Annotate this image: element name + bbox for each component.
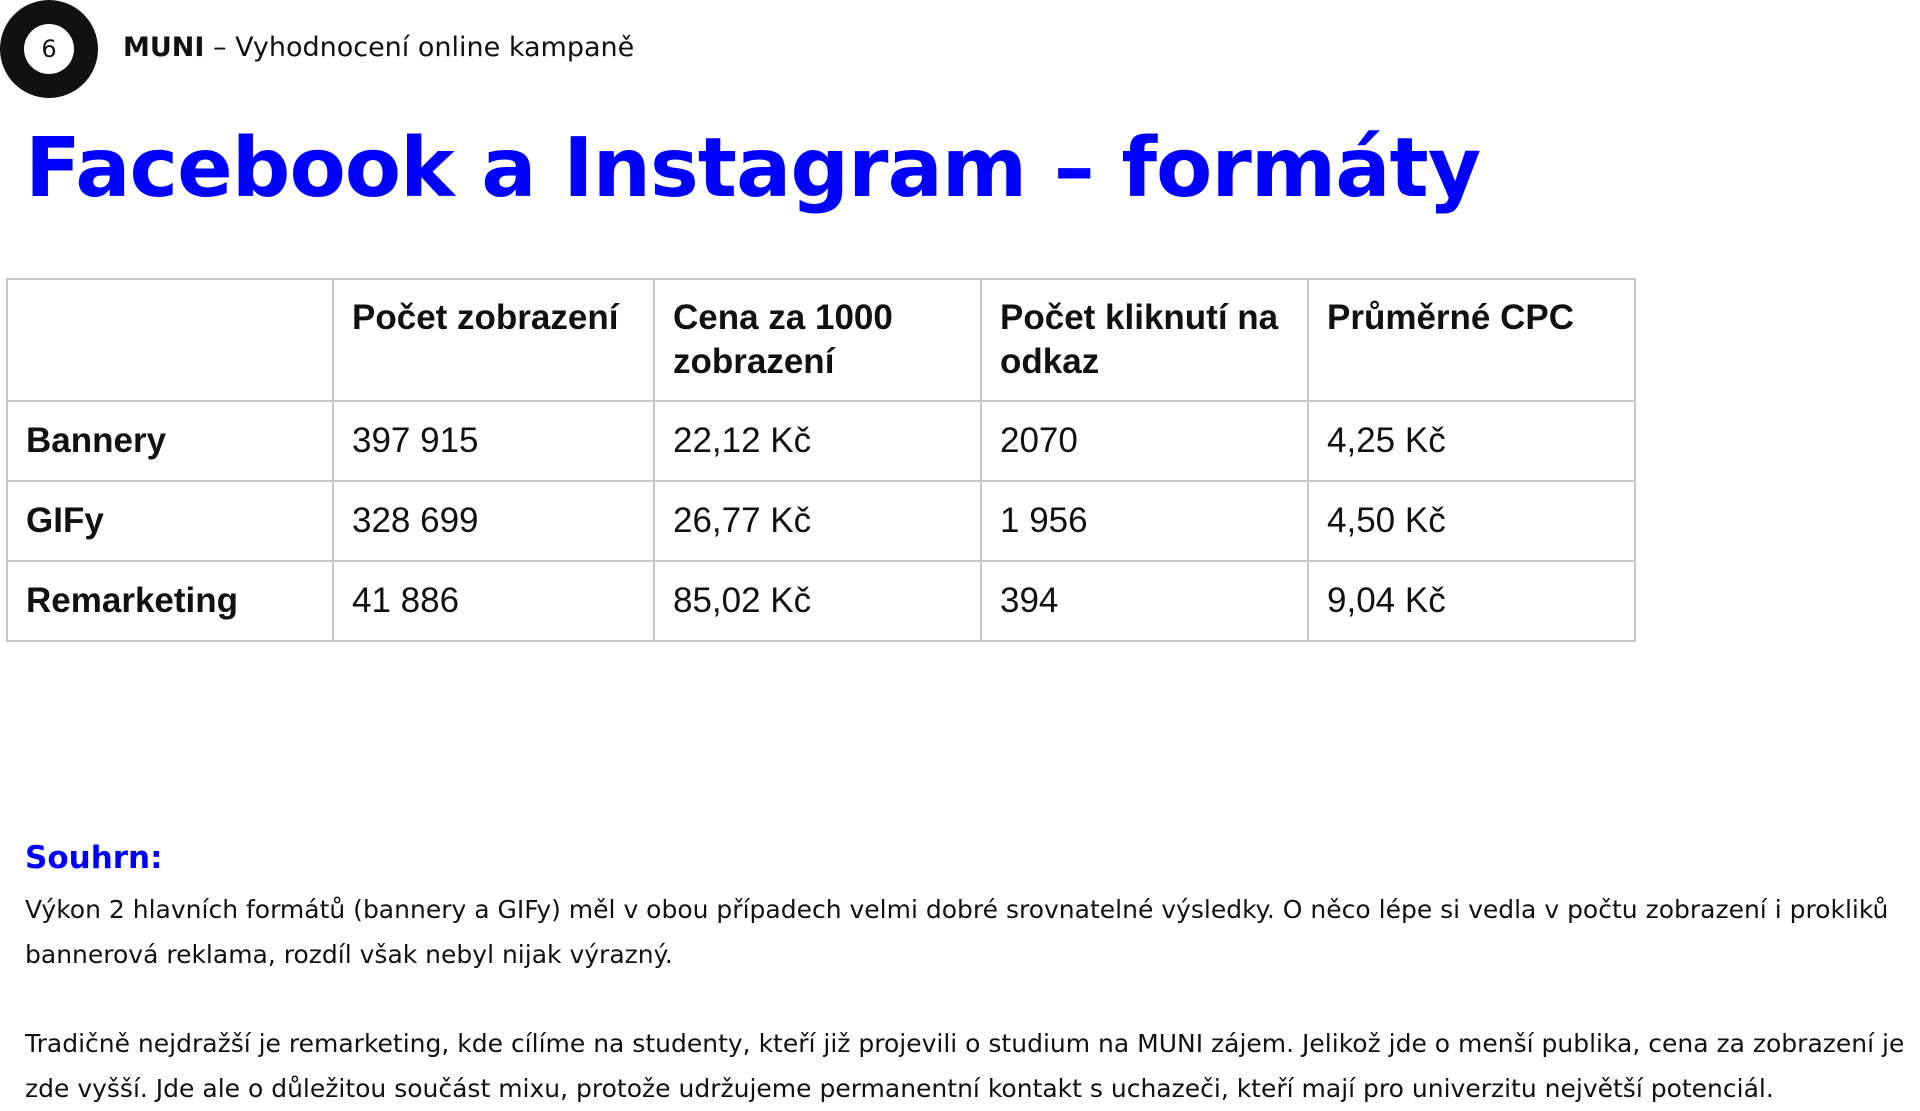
header-subtitle: – Vyhodnocení online kampaně [204,32,635,63]
cpm-cell: 85,02 Kč [654,561,981,641]
cpc-cell: 9,04 Kč [1308,561,1635,641]
table-header-cell: Počet zobrazení [333,279,654,401]
cpm-cell: 22,12 Kč [654,401,981,481]
table-header-cell: Cena za 1000 zobrazení [654,279,981,401]
summary-heading: Souhrn: [25,840,163,876]
impressions-cell: 41 886 [333,561,654,641]
page-number-badge [0,0,98,98]
impressions-cell: 397 915 [333,401,654,481]
summary-paragraph: Tradičně nejdražší je remarketing, kde cílíme na studenty, kteří již projevili o studium na MUNI zájem. Jelikož jde o menší publika, cena za zobrazení je zde vyšší. Jde ale o důležitou součást mixu, protože udržujeme permanentní kontakt s uchazeči, kteří mají pro univerzitu největší potenciál. [25,1029,1905,1103]
row-label: GIFy [7,481,333,561]
row-label: Remarketing [7,561,333,641]
table-header-row [7,279,1635,401]
cpc-cell: 4,50 Kč [1308,481,1635,561]
cpm-cell: 26,77 Kč [654,481,981,561]
header-line [123,32,634,63]
clicks-cell: 1 956 [981,481,1308,561]
cpc-cell: 4,25 Kč [1308,401,1635,481]
summary-paragraph: Výkon 2 hlavních formátů (bannery a GIFy) měl v obou případech velmi dobré srovnatelné výsledky. O něco lépe si vedla v počtu zobrazení i prokliků bannerová reklama, rozdíl však nebyl nijak výrazný. [25,895,1889,969]
table-header-cell: Počet kliknutí na odkaz [981,279,1308,401]
clicks-cell: 394 [981,561,1308,641]
brand-name: MUNI [123,32,205,63]
clicks-cell: 2070 [981,401,1308,481]
format-results-table [6,278,1636,642]
table-row [7,481,1635,561]
table-row [7,401,1635,481]
impressions-cell: 328 699 [333,481,654,561]
page-title: Facebook a Instagram – formáty [25,121,1481,216]
table-header-cell: Průměrné CPC [1308,279,1635,401]
table-row [7,561,1635,641]
page-number: 6 [24,24,74,74]
table-header-cell [7,279,333,401]
row-label: Bannery [7,401,333,481]
